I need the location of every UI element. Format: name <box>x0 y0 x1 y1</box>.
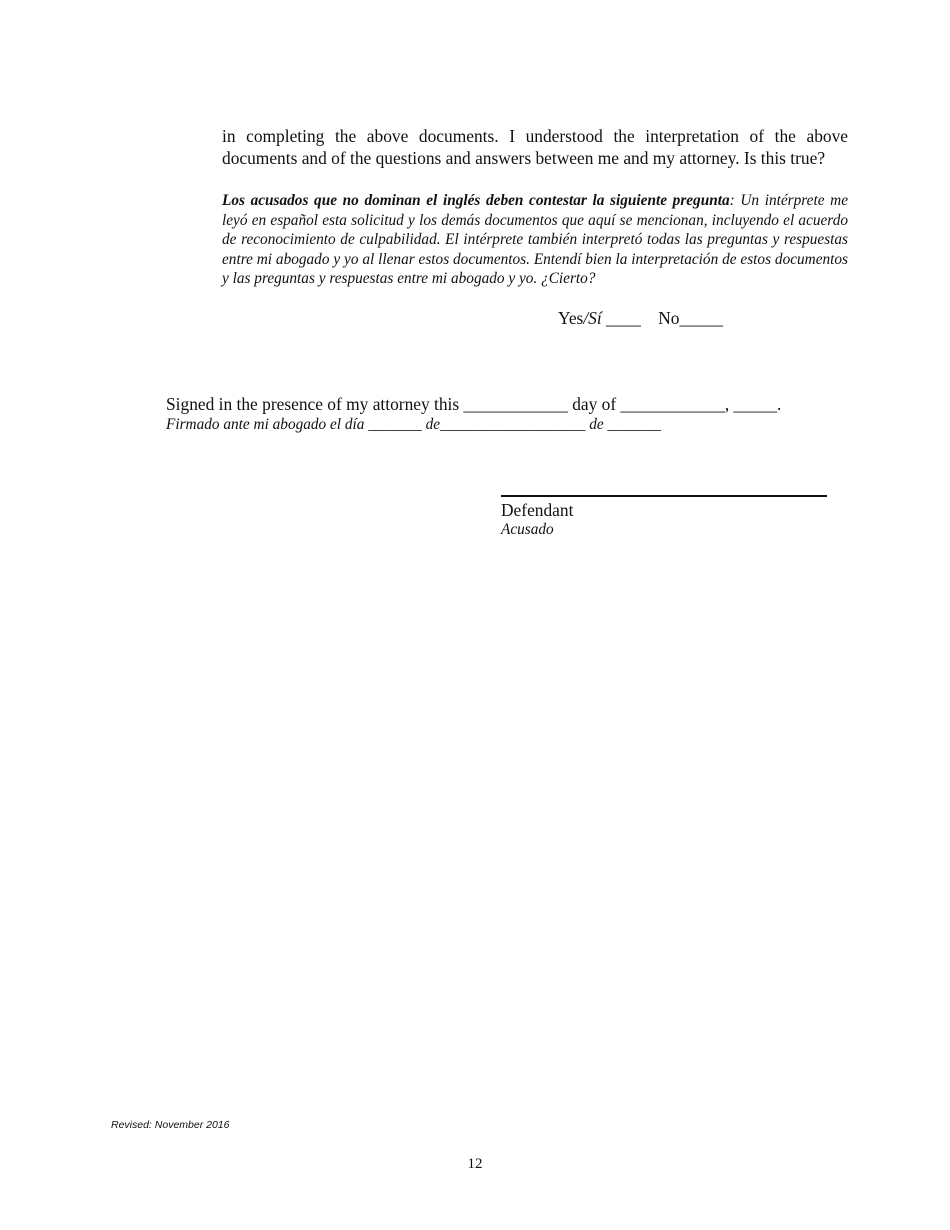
yes-label: Yes <box>558 308 584 328</box>
yes-no-answer <box>558 308 723 329</box>
revised-date: Revised: November 2016 <box>111 1119 230 1131</box>
si-label: /Sí <box>583 308 602 328</box>
no-label-blank[interactable]: No_____ <box>658 308 723 328</box>
defendant-label: Defendant <box>501 500 574 520</box>
english-paragraph: in completing the above documents. I understood the interpretation of the above documents and of the questions and answers between me and my attorney. Is this true? <box>222 126 848 168</box>
signed-date-line-spanish[interactable]: Firmado ante mi abogado el día _______ de___________________ de _______ <box>166 416 661 433</box>
spanish-paragraph <box>222 191 848 289</box>
spanish-paragraph-intro: Los acusados que no dominan el inglés deben contestar la siguiente pregunta <box>222 192 730 209</box>
acusado-label: Acusado <box>501 521 554 538</box>
defendant-signature-line[interactable] <box>501 495 827 497</box>
yes-blank[interactable]: ____ <box>601 308 641 328</box>
page-number: 12 <box>467 1156 483 1172</box>
signed-date-line-english[interactable]: Signed in the presence of my attorney this ____________ day of ____________, _____. <box>166 394 782 414</box>
spanish-paragraph-body: : Un intérprete me leyó en español esta solicitud y los demás documentos que aquí se mencionan, incluyendo el acuerdo de reconocimiento de culpabilidad. El intérprete también interpretó todas las preguntas y respuestas entre mi abogado y yo al llenar estos documentos. Entendí bien la interpretación de estos documentos y las preguntas y respuestas entre mi abogado y yo. ¿Cierto? <box>222 192 848 288</box>
